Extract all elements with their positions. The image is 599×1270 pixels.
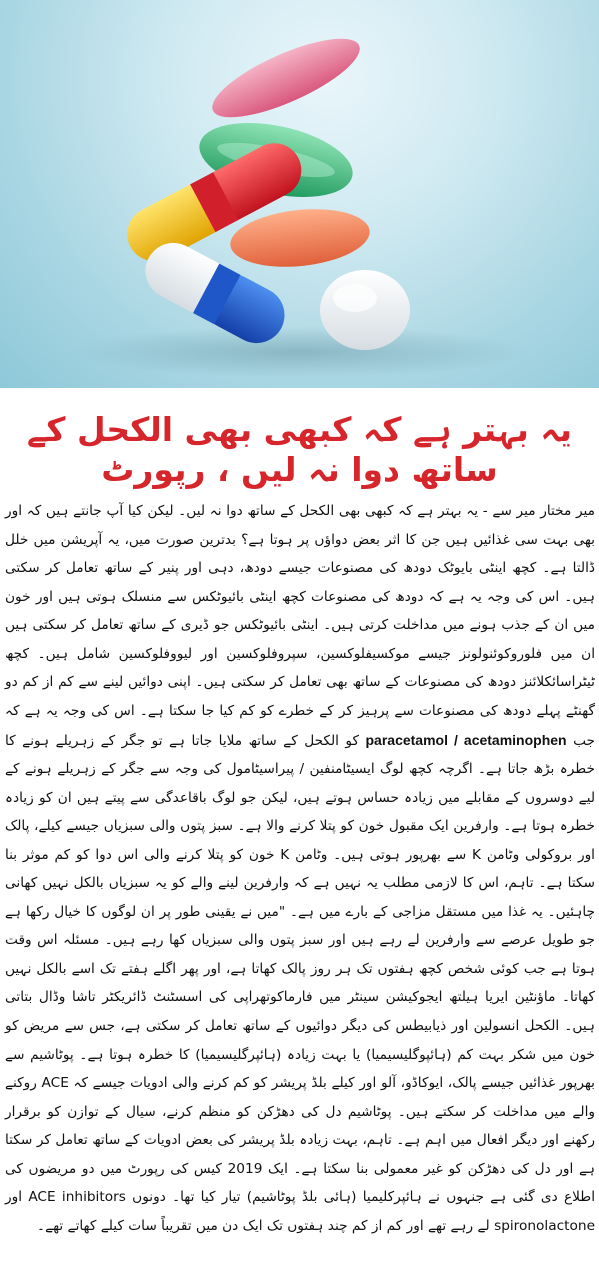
article-text-part-2: کو الکحل کے ساتھ ملایا جاتا ہے تو جگر کے زہریلے ہونے کا خطرہ بڑھ جاتا ہے۔ اگرچہ کچھ لوگ ایسیٹامنفین / پیراسیٹامول کی وجہ سے جگر کے زہریلے ہونے کے لیے دوسروں کے مقابلے میں زیادہ حساس ہوتے ہیں، لیکن جو لوگ باقاعدگی سے پیتے ہیں ان کو زیادہ خطرہ ہوتا ہے۔ وارفرین ایک مقبول خون کو پتلا کرنے والا ہے۔ سبز پتوں والی سبزیاں جیسے کیلے، پالک اور بروکولی وٹامن K سے بھرپور ہوتی ہیں۔ وٹامن K خون کو پتلا کرنے والی اس دوا کو کم موثر بنا سکتا ہے۔ تاہم، اس کا لازمی مطلب یہ نہیں ہے کہ وارفرین لینے والے کو یہ سبزیاں بالکل نہیں کھانی چاہئیں۔ یہ غذا میں مستقل مزاجی کے بارے میں ہے۔ "میں نے یقینی طور پر ان لوگوں کا خیال رکھا ہے جو طویل عرصے سے وارفرین لے رہے ہیں اور سبز پتوں والی سبزیاں کھا رہے ہیں۔ مسئلہ اس وقت ہوتا ہے جب کوئی شخص کچھ ہفتوں تک ہر روز پالک کھاتا ہے، اور پھر اگلے ہفتے تک اسے بالکل نہیں کھاتا۔ ماؤنٹین ایریا ہیلتھ ایجوکیشن سینٹر میں فارماکوتھراپی کی اسسٹنٹ ڈائریکٹر تاشا وڈال بتاتی ہیں۔ الکحل انسولین اور ذیابیطس کی دیگر دوائیوں کے ساتھ تعامل کر سکتی ہے، جس سے مریض کو خون میں شکر بہت کم (ہائپوگلیسیمیا) یا بہت زیادہ (ہائپرگلیسیمیا) کا خطرہ ہوتا ہے۔ پوٹاشیم سے بھرپور غذائیں جیسے پالک، ایوکاڈو، آلو اور کیلے بلڈ پریشر کو کم کرنے والی ادویات جیسے کہ ACE روکنے والے میں مداخلت کر سکتے ہیں۔ پوٹاشیم دل کی دھڑکن کو منظم کرنے، سیال کے توازن کو برقرار رکھنے اور دیگر افعال میں اہم ہے۔ تاہم، بہت زیادہ بلڈ پریشر کی بعض ادویات کے ساتھ تعامل کر سکتا ہے اور دل کی دھڑکن کو غیر معمولی بنا سکتا ہے۔ ایک 2019 کیس کی رپورٹ میں دو مریضوں کی اطلاع دی گئی ہے جنہوں نے ہائپرکلیمیا (ہائی بلڈ پوٹاشیم) تیار کیا تھا۔ دونوں ACE inhibitors اور spironolactone لے رہے تھے اور کم از کم چند ہفتوں تک ایک دن میں تقریباً سات کیلے کھاتے تھے۔ bbox=[5, 732, 595, 1234]
pills-illustration bbox=[0, 0, 599, 388]
article-body bbox=[0, 497, 599, 1240]
white-tablet-highlight bbox=[333, 284, 377, 312]
hero-image bbox=[0, 0, 599, 388]
article-headline: یہ بہتر ہے کہ کبھی بھی الکحل کے ساتھ دوا نہ لیں ، رپورٹ bbox=[26, 410, 573, 489]
pills-shadow bbox=[70, 326, 530, 378]
pink-pill bbox=[203, 24, 369, 133]
article-text-part-1: میر مختار میر سے - یہ بہتر ہے کہ کبھی بھی الکحل کے ساتھ دوا نہ لیں۔ لیکن کیا آپ جانتے ہیں کہ اور بھی بہت سی غذائیں ہیں جن کا اثر بعض دواؤں پر ہوتا ہے؟ بدترین صورت میں، یہ آپریشن میں خلل ڈالتا ہے۔ کچھ اینٹی بایوٹک دودھ کی مصنوعات جیسے دودھ، دہی اور پنیر کے ساتھ تعامل کر سکتی ہیں۔ اس کی وجہ یہ ہے کہ دودھ کی مصنوعات کچھ اینٹی بائیوٹکس سے منسلک ہوتی ہیں اور خون میں ان کے جذب ہونے میں مداخلت کرتی ہیں۔ اینٹی بائیوٹکس جو ڈیری کے ساتھ تعامل کر سکتی ہیں ان میں فلوروکوئنولونز جیسے موکسیفلوکسین، سپروفلوکسین اور لیووفلوکسین شامل ہیں۔ کچھ ٹیٹراسائکلائنز دودھ کی مصنوعات کے ساتھ بھی تعامل کر سکتی ہیں۔ اپنی دوائیں لینے سے کم از کم دو گھنٹے پہلے دودھ کی مصنوعات سے پرہیز کر کے خطرے کو کم کیا جا سکتا ہے۔ اس کی وجہ یہ ہے کہ جب bbox=[5, 503, 595, 749]
article-paragraph bbox=[5, 497, 595, 1240]
drug-term-paracetamol: paracetamol / acetaminophen bbox=[365, 731, 567, 748]
